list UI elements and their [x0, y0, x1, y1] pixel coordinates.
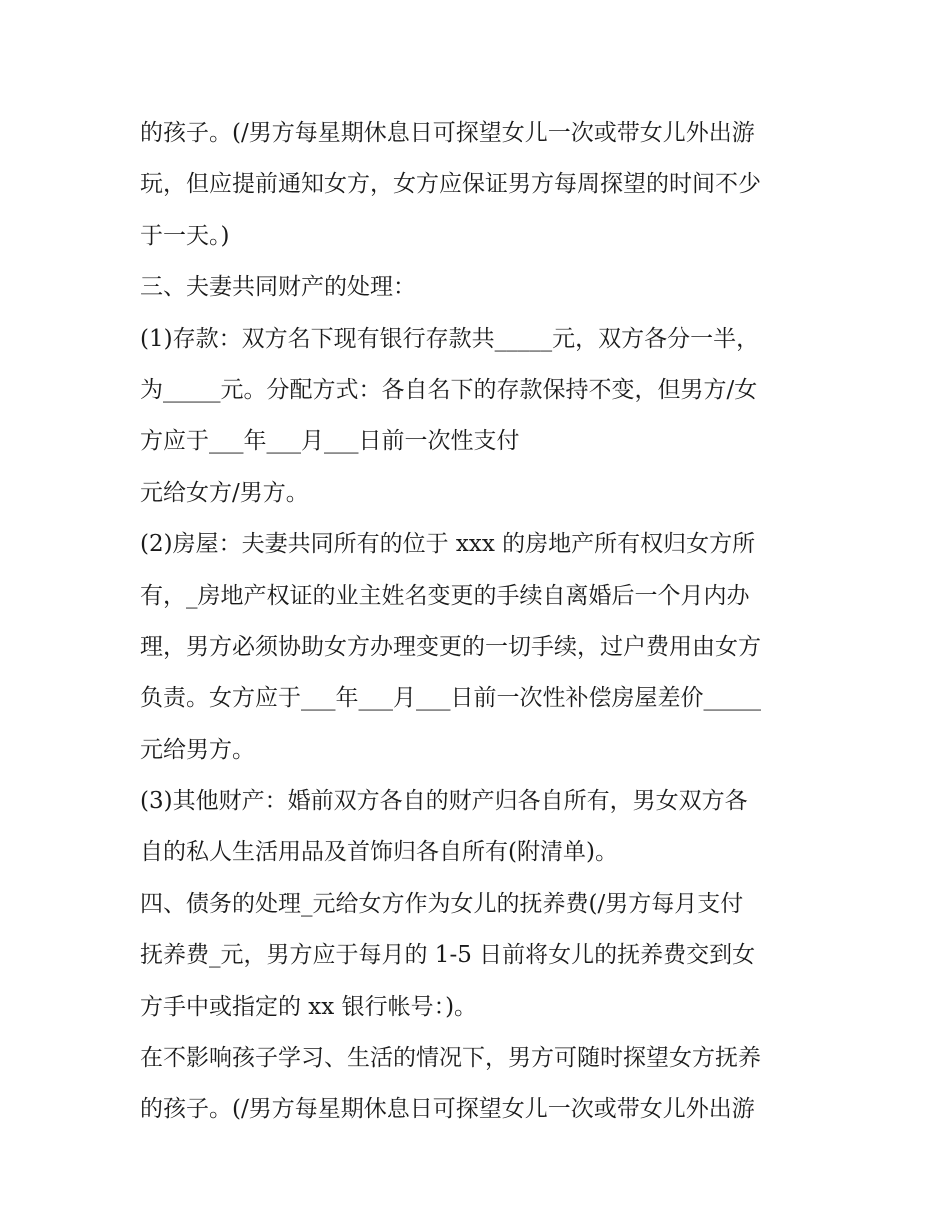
text-line: 方应于___年___月___日前一次性支付: [140, 428, 520, 455]
section-heading: 四、债务的处理_元给女方作为女儿的抚养费(/男方每月支付: [140, 890, 744, 917]
text-line: (2)房屋：夫妻共同所有的位于 xxx 的房地产所有权归女方所: [140, 531, 756, 558]
text-line: (1)存款：双方名下现有银行存款共_____元，双方各分一半，: [140, 325, 760, 352]
text-line: 为_____元。分配方式：各自名下的存款保持不变，但男方/女: [140, 376, 758, 403]
text-line: 玩，但应提前通知女方，女方应保证男方每周探望的时间不少: [140, 171, 761, 198]
text-line: 在不影响孩子学习、生活的情况下，男方可随时探望女方抚养: [140, 1045, 761, 1072]
text-line: 元给男方。: [140, 736, 255, 763]
text-line: 于一天。): [140, 222, 230, 249]
document-body: [140, 108, 820, 1136]
text-line: 抚养费_元，男方应于每月的 1-5 日前将女儿的抚养费交到女: [140, 942, 756, 969]
text-line: 的孩子。(/男方每星期休息日可探望女儿一次或带女儿外出游: [140, 1096, 755, 1123]
section-heading: 三、夫妻共同财产的处理：: [140, 274, 416, 301]
text-line: 方手中或指定的 xx 银行帐号：)。: [140, 993, 478, 1020]
text-line: (3)其他财产：婚前双方各自的财产归各自所有，男女双方各: [140, 788, 748, 815]
text-line: 自的私人生活用品及首饰归各自所有(附清单)。: [140, 839, 618, 866]
text-line: 有，_房地产权证的业主姓名变更的手续自离婚后一个月内办: [140, 582, 750, 609]
text-line: 负责。女方应于___年___月___日前一次性补偿房屋差价_____: [140, 685, 761, 712]
text-line: 元给女方/男方。: [140, 479, 309, 506]
text-line: 的孩子。(/男方每星期休息日可探望女儿一次或带女儿外出游: [140, 120, 755, 146]
text-line: 理，男方必须协助女方办理变更的一切手续，过户费用由女方: [140, 633, 761, 660]
